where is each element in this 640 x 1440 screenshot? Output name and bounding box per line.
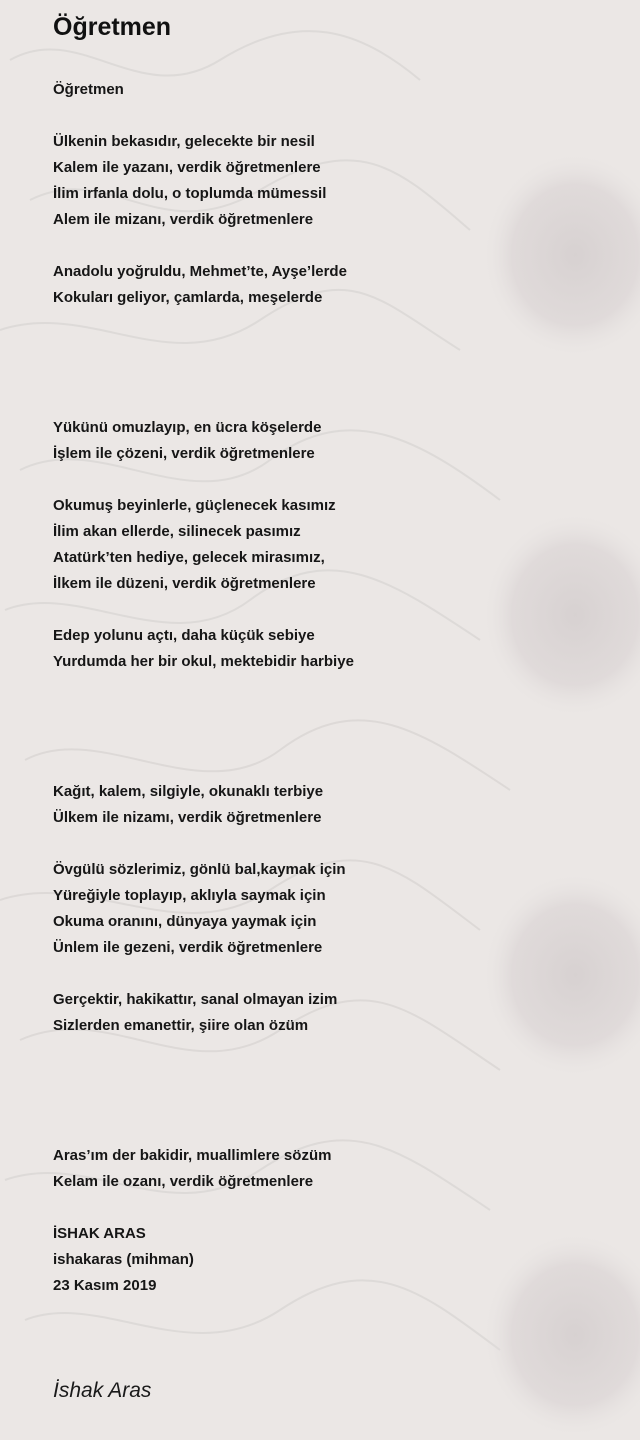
poem-line: Ünlem ile gezeni, verdik öğretmenlere <box>53 939 323 956</box>
poem-line: İlkem ile düzeni, verdik öğretmenlere <box>53 575 316 592</box>
poem-line: Kokuları geliyor, çamlarda, meşelerde <box>53 289 323 306</box>
poem-line: İşlem ile çözeni, verdik öğretmenlere <box>53 445 315 462</box>
poem-line: İlim irfanla dolu, o toplumda mümessil <box>53 185 327 202</box>
blank-line <box>53 831 354 857</box>
poem-line: Alem ile mizanı, verdik öğretmenlere <box>53 211 314 228</box>
poem-line: Anadolu yoğruldu, Mehmet’te, Ayşe’lerde <box>53 263 347 280</box>
poem-date: 23 Kasım 2019 <box>53 1277 157 1294</box>
blank-line <box>53 389 354 415</box>
poem-line: Kelam ile ozanı, verdik öğretmenlere <box>53 1173 314 1190</box>
author-signature: İshak Aras <box>53 1379 152 1402</box>
page-title: Öğretmen <box>53 13 172 41</box>
poem-line: Okumuş beyinlerle, güçlenecek kasımız <box>53 497 336 514</box>
poem-line: İlim akan ellerde, silinecek pasımız <box>53 523 301 540</box>
blank-line <box>53 467 354 493</box>
poem-line: Ülkem ile nizamı, verdik öğretmenlere <box>53 809 322 826</box>
blank-line <box>53 753 354 779</box>
poem-line: Edep yolunu açtı, daha küçük sebiye <box>53 627 315 644</box>
poem-line: Aras’ım der bakidir, muallimlere sözüm <box>53 1147 332 1164</box>
poem-line: Okuma oranını, dünyaya yaymak için <box>53 913 317 930</box>
poem-line: Övgülü sözlerimiz, gönlü bal,kaymak için <box>53 861 346 878</box>
poem-author: İSHAK ARAS <box>53 1225 146 1242</box>
poem-line: Kağıt, kalem, silgiyle, okunaklı terbiye <box>53 783 324 800</box>
blank-line <box>53 961 354 987</box>
poem-line: Ülkenin bekasıdır, gelecekte bir nesil <box>53 133 315 150</box>
poem-line: Kalem ile yazanı, verdik öğretmenlere <box>53 159 321 176</box>
stanza-gap <box>53 1039 354 1117</box>
stanza-gap <box>53 675 354 753</box>
poem-line: Gerçektir, hakikattır, sanal olmayan izim <box>53 991 338 1008</box>
poem-line: Sizlerden emanettir, şiire olan özüm <box>53 1017 309 1034</box>
blank-line <box>53 1195 354 1221</box>
stanza-gap <box>53 311 354 389</box>
blank-line <box>53 1117 354 1143</box>
poem-line: Yurdumda her bir okul, mektebidir harbiye <box>53 653 354 670</box>
blank-line <box>53 103 354 129</box>
poem-heading: Öğretmen <box>53 81 124 98</box>
poem-username: ishakaras (mihman) <box>53 1251 194 1268</box>
poem-line: Yükünü omuzlayıp, en ücra köşelerde <box>53 419 322 436</box>
blank-line <box>53 233 354 259</box>
poem-line: Atatürk’ten hediye, gelecek mirasımız, <box>53 549 325 566</box>
poem-line: Yüreğiyle toplayıp, aklıyla saymak için <box>53 887 326 904</box>
blank-line <box>53 597 354 623</box>
poem-body <box>53 77 354 1299</box>
